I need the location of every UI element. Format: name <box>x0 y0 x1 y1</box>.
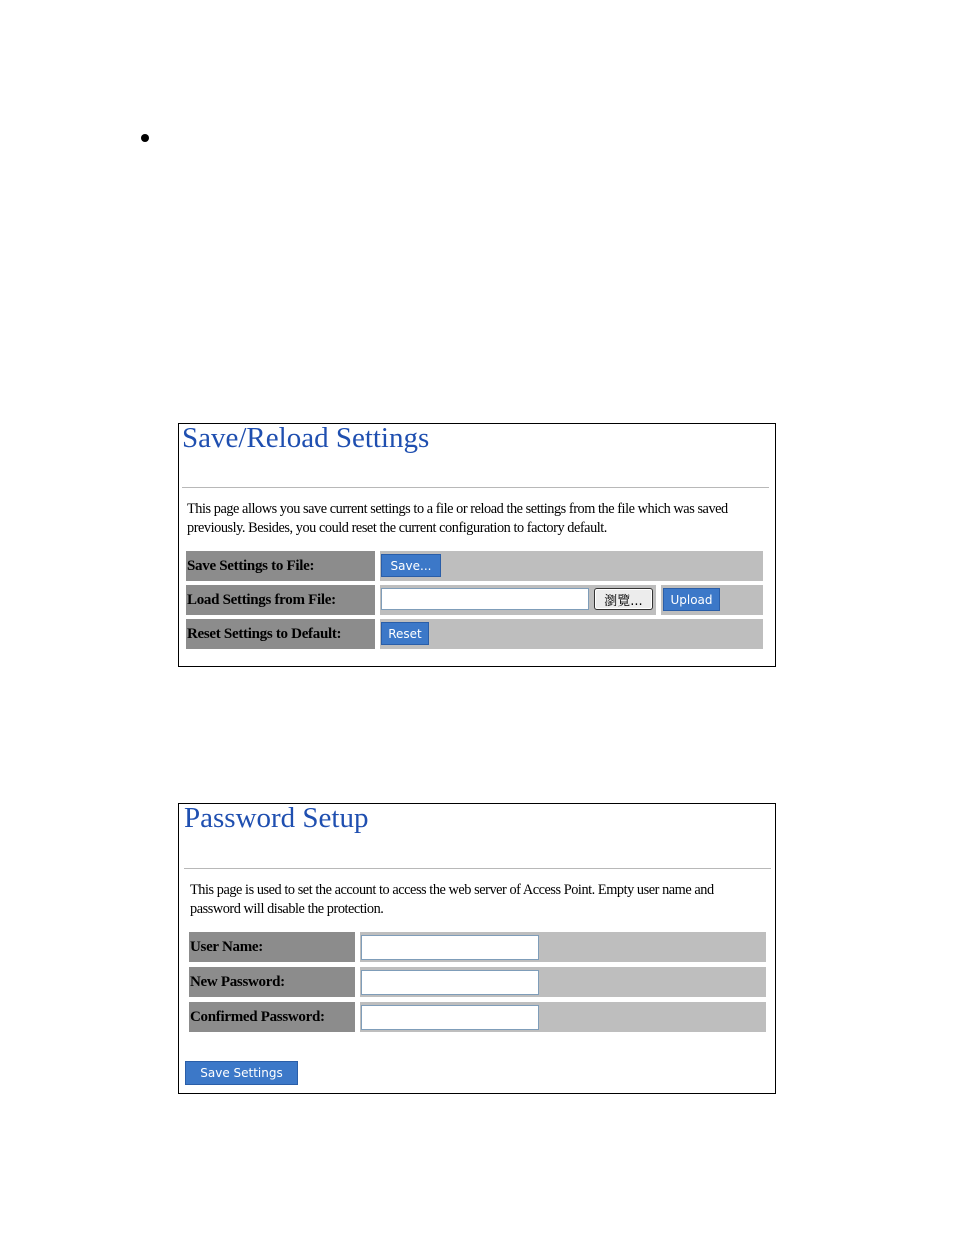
reset-settings-label: Reset Settings to Default: <box>186 619 375 649</box>
save-settings-label: Save Settings to File: <box>186 551 375 581</box>
reset-button[interactable]: Reset <box>381 622 429 645</box>
file-path-input[interactable] <box>381 588 589 610</box>
load-settings-value <box>380 585 763 615</box>
confirmed-password-label: Confirmed Password: <box>189 1002 355 1032</box>
load-settings-label: Load Settings from File: <box>186 585 375 615</box>
save-reload-panel <box>178 423 776 667</box>
new-password-label: New Password: <box>189 967 355 997</box>
save-settings-value <box>380 551 763 581</box>
save-button[interactable]: Save... <box>381 554 441 577</box>
user-name-input[interactable] <box>361 935 539 960</box>
bullet-point <box>141 134 149 142</box>
password-setup-description: This page is used to set the account to access the web server of Access Point. Empty user name and password will disable the protection. <box>190 882 714 917</box>
user-name-value <box>360 932 766 962</box>
user-name-label: User Name: <box>189 932 355 962</box>
confirmed-password-input[interactable] <box>361 1005 539 1030</box>
upload-button[interactable]: Upload <box>663 588 720 611</box>
confirmed-password-row <box>189 1002 766 1032</box>
password-setup-panel <box>178 803 776 1094</box>
save-settings-button[interactable]: Save Settings <box>185 1061 298 1085</box>
user-name-row <box>189 932 766 962</box>
save-reload-title: Save/Reload Settings <box>182 422 430 454</box>
confirmed-password-value <box>360 1002 766 1032</box>
reset-settings-row <box>186 619 763 649</box>
save-reload-description: This page allows you save current settings to a file or reload the settings from the file which was saved previously. Besides, you could reset the current configuration to factory default. <box>187 501 728 536</box>
new-password-input[interactable] <box>361 970 539 995</box>
load-settings-row <box>186 585 763 615</box>
reset-settings-value <box>380 619 763 649</box>
new-password-row <box>189 967 766 997</box>
save-settings-row <box>186 551 763 581</box>
browse-button[interactable]: 瀏覽... <box>594 588 653 610</box>
save-reload-divider <box>182 487 769 488</box>
password-setup-divider <box>184 868 771 869</box>
new-password-value <box>360 967 766 997</box>
password-setup-title: Password Setup <box>184 802 369 834</box>
